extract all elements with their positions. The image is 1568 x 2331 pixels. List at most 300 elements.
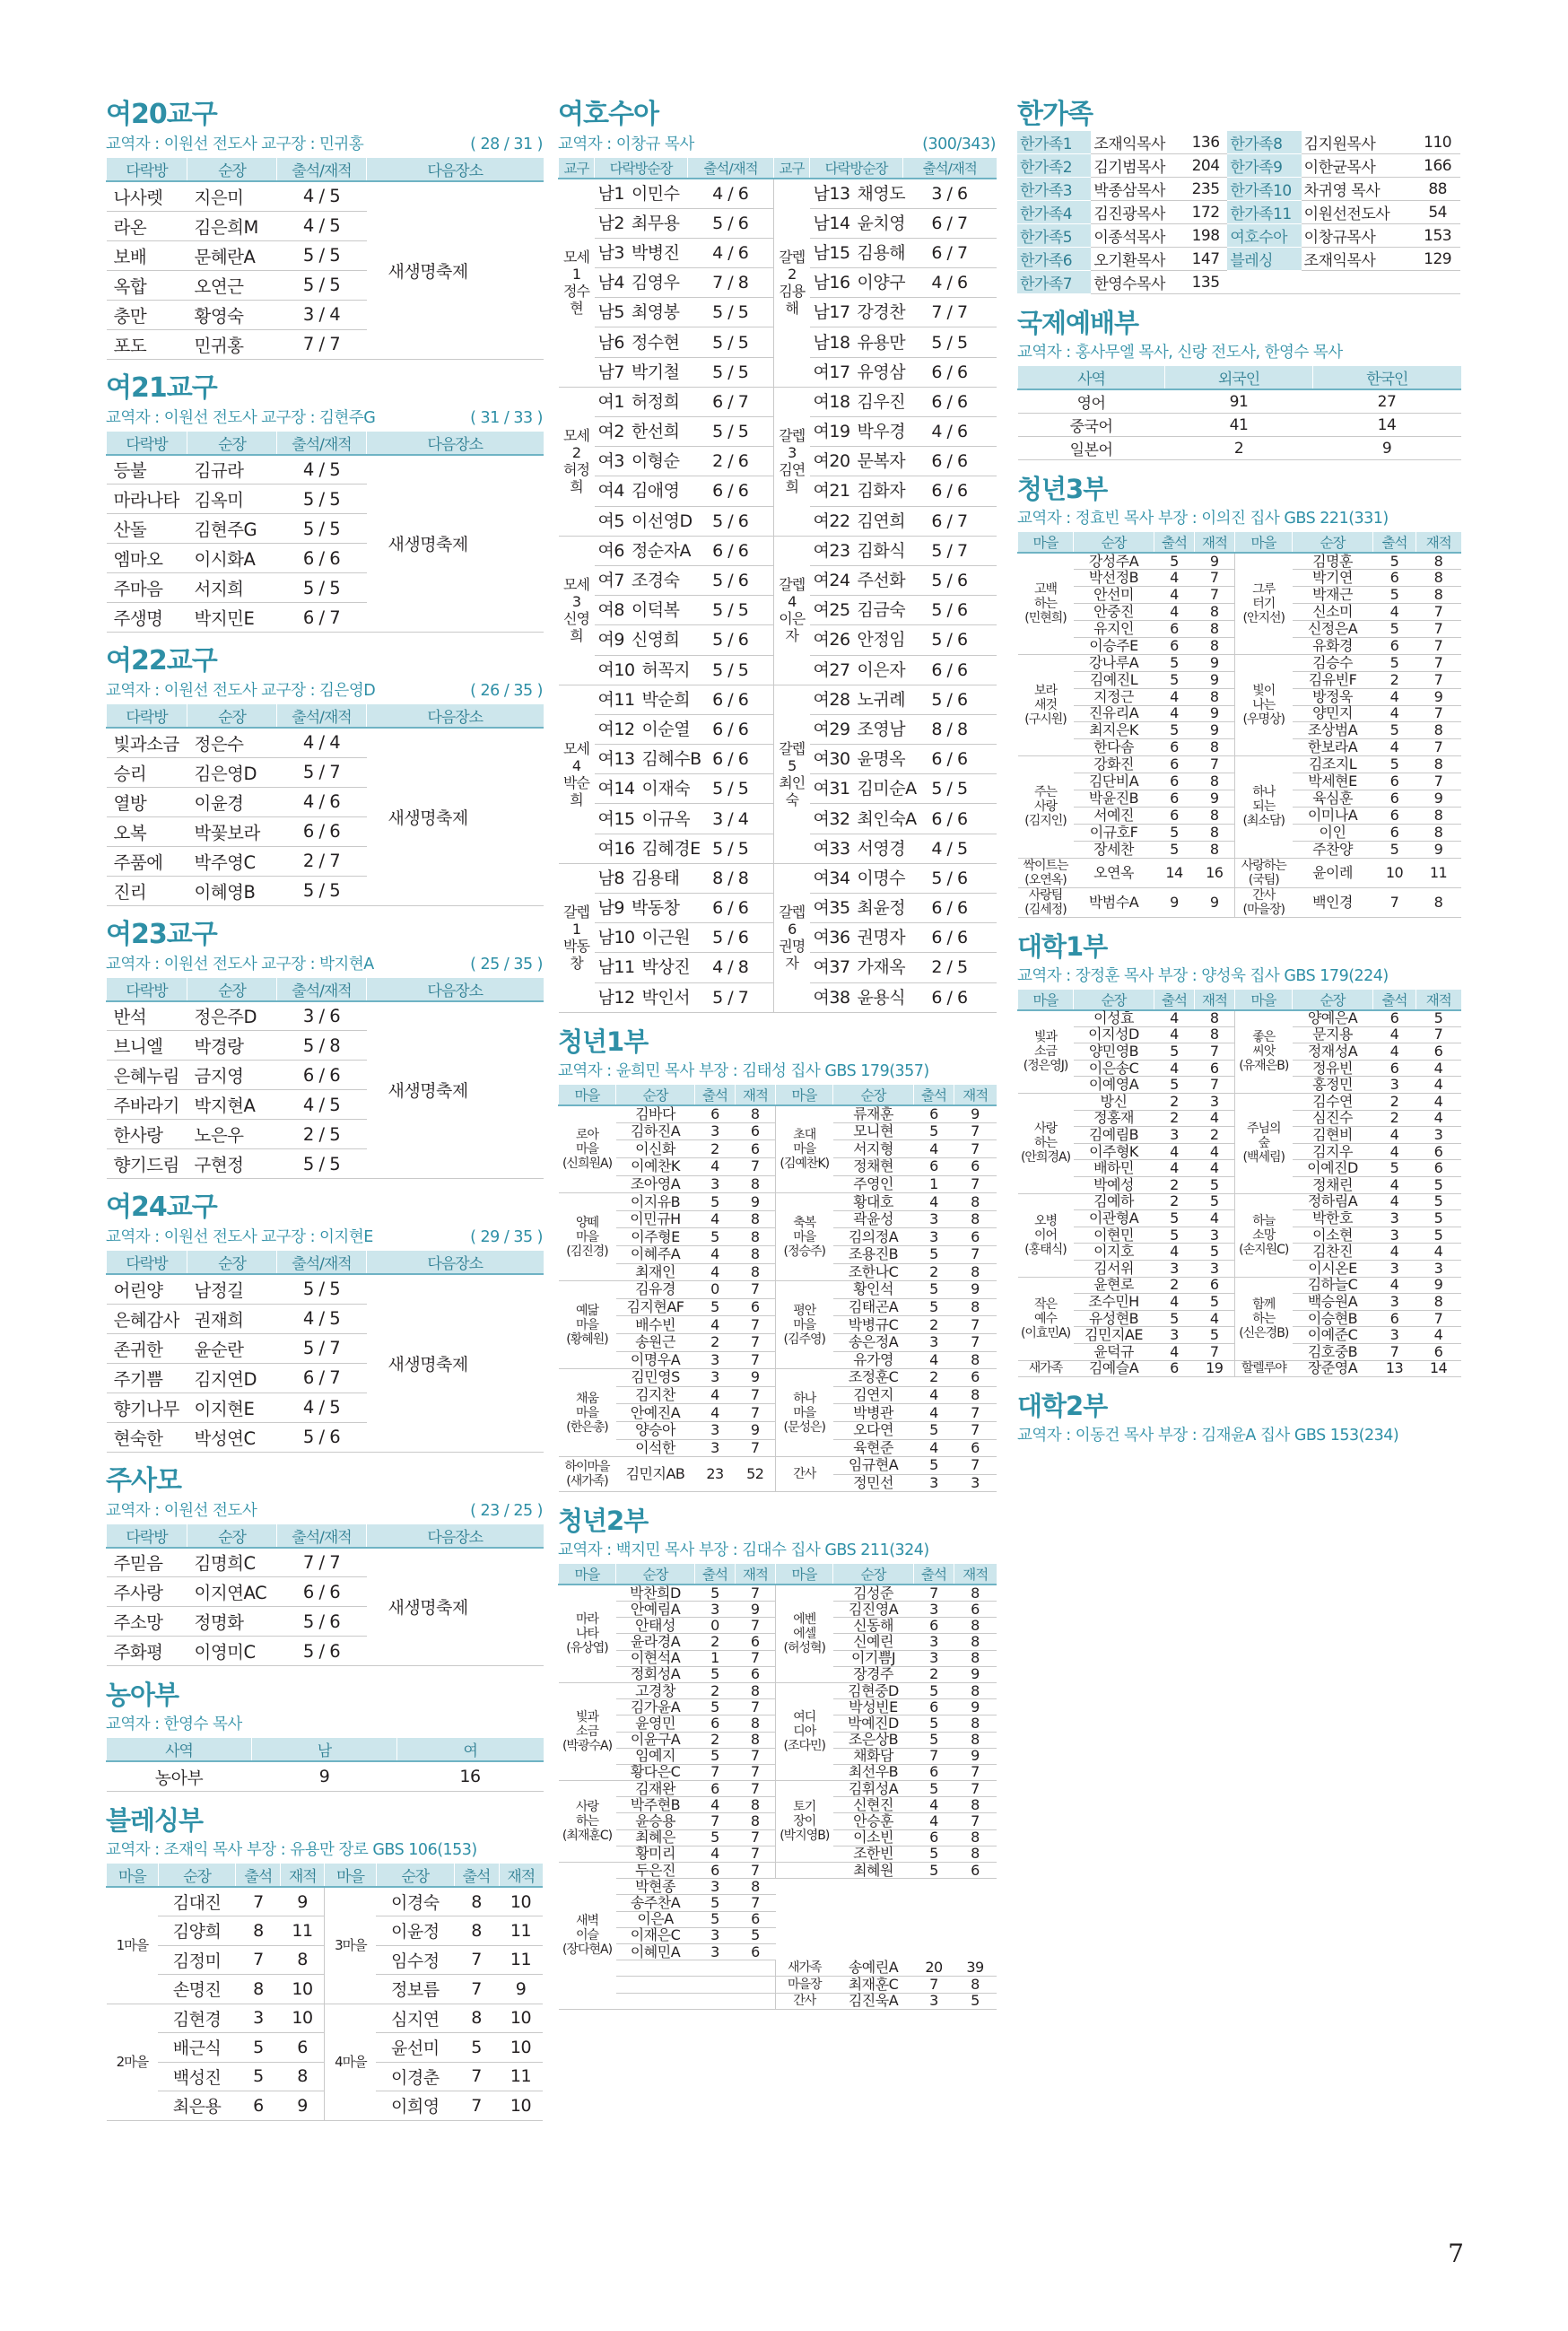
section (106, 1192, 543, 1453)
cell: 11 (499, 1945, 543, 1975)
cell: 5 (695, 1829, 736, 1846)
attendance-cell: 5 / 6 (903, 596, 997, 625)
cell: 배근식 (158, 2033, 236, 2063)
cell: 이지호 (1074, 1244, 1154, 1261)
count-cell: 147 (1184, 248, 1228, 271)
section-leaders (106, 135, 543, 154)
village-cell: 간사 (776, 1457, 833, 1492)
cell: 7 (1416, 739, 1461, 756)
village-cell: 예닮 마을 (황혜원) (559, 1281, 616, 1369)
cell: 양승아 (616, 1421, 695, 1439)
section-title: 대학1부 (1017, 930, 1108, 962)
leader-cell: 박경랑 (187, 1031, 277, 1061)
leader: 가재옥 (857, 957, 906, 978)
cell: 0 (695, 1618, 736, 1634)
column-header: 마을 (1235, 990, 1293, 1010)
cell: 7 (1373, 887, 1416, 917)
leader: 이규옥 (641, 808, 691, 829)
cell: 6 (1416, 1160, 1461, 1177)
cell: 8 (1195, 637, 1235, 654)
table-row (1018, 389, 1461, 414)
code: 여27 (813, 659, 850, 680)
darakbang-cell: 포도 (107, 329, 187, 359)
cell: 이승현B (1293, 1310, 1373, 1327)
leaders-text: 교역자 : 백지민 목사 부장 : 김대수 집사 GBS 211(324) (558, 1541, 929, 1560)
cell: 41 (1165, 414, 1313, 437)
cell: 김유경 (616, 1281, 695, 1299)
cell: 8 (1195, 1026, 1235, 1043)
cell: 6 (914, 1764, 954, 1780)
column-header: 다락방 (107, 978, 187, 1001)
leaders-text: 교역자 : 이원선 전도사 교구장 : 김현주G (106, 408, 376, 427)
attendance-cell: 5 / 5 (688, 655, 774, 685)
pastor-cell: 김지원목사 (1302, 131, 1416, 154)
leader: 문복자 (857, 451, 906, 472)
cell: 3 (1373, 1210, 1416, 1227)
cell: 8 (454, 2004, 499, 2033)
nongah-table (106, 1738, 544, 1792)
column-header: 출석 (1154, 990, 1195, 1010)
code: 여4 (597, 481, 624, 502)
table-row (107, 2004, 544, 2033)
cell: 박예진D (833, 1716, 914, 1732)
cell: 7 (454, 1945, 499, 1975)
cell: 이희영 (376, 2091, 454, 2121)
darakbang-cell (595, 953, 691, 982)
cell: 2 (1154, 1094, 1195, 1111)
cell: 7 (736, 1699, 776, 1716)
leader: 김애영 (631, 481, 680, 502)
darakbang-cell (810, 923, 906, 953)
pastor-cell: 이종석목사 (1091, 224, 1183, 248)
table-row (107, 1274, 544, 1304)
cell: 8 (1195, 841, 1235, 858)
attendance-cell: 5 / 5 (277, 573, 367, 603)
column-header: 마을 (776, 1564, 833, 1585)
table-row (107, 1887, 544, 1916)
cell: 모니현 (833, 1122, 914, 1140)
cell: 이현민 (1074, 1227, 1154, 1244)
darakbang-cell (810, 417, 906, 447)
leader-cell: 이영미C (187, 1637, 277, 1666)
cell: 6 (954, 1228, 997, 1246)
cell: 7 (1195, 1077, 1235, 1094)
next-place-cell: 새생명축제 (367, 728, 544, 905)
cell: 황인석 (833, 1281, 914, 1299)
code: 여38 (813, 987, 850, 1008)
cell: 3 (695, 1421, 736, 1439)
darakbang-cell (810, 238, 906, 267)
cell: 8 (1416, 722, 1461, 739)
cell: 8 (954, 1386, 997, 1404)
cell: 신예린 (833, 1634, 914, 1650)
column-header: 다음장소 (367, 1251, 544, 1274)
leaders-text: 교역자 : 이원선 전도사 (106, 1501, 257, 1520)
section-leaders (106, 1840, 543, 1860)
cell: 5 (1373, 654, 1416, 671)
village-cell: 하늘 소망 (손지원C) (1235, 1193, 1293, 1277)
cell: 8 (954, 1210, 997, 1228)
attendance-cell: 5 / 5 (903, 774, 997, 804)
leaders-text: 교역자 : 이원선 전도사 교구장 : 이지현E (106, 1228, 373, 1246)
leader: 김미순A (857, 779, 917, 799)
cell: 5 (914, 1298, 954, 1316)
leader: 이덕복 (631, 600, 680, 621)
cell: 3 (695, 1927, 736, 1943)
cell: 8 (736, 1797, 776, 1813)
gyogu-cell: 갈렙 3 김연희 (774, 387, 810, 536)
cell: 9 (281, 2091, 325, 2121)
cell: 2 (1154, 1277, 1195, 1294)
cell: 김가윤A (616, 1699, 695, 1716)
attendance-cell: 6 / 6 (688, 685, 774, 714)
pastor-cell: 김기범목사 (1091, 154, 1183, 178)
attendance-cell: 5 / 6 (277, 1422, 367, 1452)
leaders-text: 교역자 : 정효빈 목사 부장 : 이의진 집사 GBS 221(331) (1017, 510, 1389, 528)
darakbang-cell: 빛과소금 (107, 728, 187, 757)
cell: 5 (695, 1585, 736, 1601)
cell: 7 (1416, 1310, 1461, 1327)
cell: 박기연 (1293, 570, 1373, 587)
cell: 5 (1195, 1176, 1235, 1193)
cell: 6 (695, 1863, 736, 1879)
column-header: 출석 (1373, 990, 1416, 1010)
darakbang-cell (595, 506, 693, 536)
cell: 8 (954, 1298, 997, 1316)
cell: 이지유B (616, 1193, 695, 1211)
cell: 8 (236, 1975, 281, 2004)
column-header: 다음장소 (367, 158, 544, 181)
column-header: 출석 (695, 1085, 736, 1105)
cell: 8 (1416, 756, 1461, 773)
column-header: 다락방 (107, 1524, 187, 1548)
column-header: 다락방순장 (810, 158, 903, 179)
cell: 김찬진 (1293, 1244, 1373, 1261)
table-row (559, 863, 997, 893)
cell: 6 (1416, 1343, 1461, 1360)
cell: 이예진D (1293, 1160, 1373, 1177)
leader-cell: 박꽃보라 (187, 816, 277, 846)
group-cell: 한가족1 (1017, 131, 1091, 154)
leader-cell: 이지현E (187, 1392, 277, 1422)
column-header: 다락방 (107, 704, 187, 728)
right-column (1017, 99, 1460, 1458)
cell: 4 (914, 1386, 954, 1404)
cell: 5 (1154, 671, 1195, 688)
village-cell: 좋은 씨앗 (유재은B) (1235, 1010, 1293, 1094)
column-header: 출석 (914, 1564, 954, 1585)
code: 남16 (813, 273, 850, 293)
cell: 조수민H (1074, 1294, 1154, 1311)
cell: 장세찬 (1074, 841, 1154, 858)
cell: 5 (1416, 1193, 1461, 1210)
cell: 6 (914, 1699, 954, 1716)
group-cell: 한가족3 (1017, 178, 1091, 201)
cell: 9 (1416, 841, 1461, 858)
column-header: 순장 (833, 1085, 914, 1105)
village-cell: 채움 마을 (한은총) (559, 1369, 616, 1457)
column-header: 재적 (736, 1564, 776, 1585)
table-row (559, 1993, 997, 2009)
cell (695, 1993, 736, 2009)
cell: 오연옥 (1074, 858, 1154, 887)
darakbang-cell: 향기나무 (107, 1392, 187, 1422)
cell: 5 (1373, 621, 1416, 638)
darakbang-cell (810, 804, 917, 834)
leaders-text: 교역자 : 홍사무엘 목사, 신랑 전도사, 한영수 목사 (1017, 344, 1343, 362)
column-header: 다락방 (107, 1251, 187, 1274)
cell: 6 (236, 2091, 281, 2121)
cell: 4 (1154, 570, 1195, 587)
yeohosua-table (558, 158, 997, 1013)
village-cell: 작은 예수 (이효민A) (1018, 1277, 1074, 1360)
leaders-text: 교역자 : 조재익 목사 부장 : 유용만 장로 GBS 106(153) (106, 1841, 477, 1859)
column-header: 마을 (776, 1085, 833, 1105)
cell: 문지용 (1293, 1026, 1373, 1043)
cell: 5 (454, 2033, 499, 2063)
table-row (1018, 1360, 1461, 1377)
table-row (1017, 248, 1460, 271)
attendance-cell: 3 / 4 (277, 300, 367, 329)
next-place-cell: 새생명축제 (367, 181, 544, 359)
darakbang-cell: 주생명 (107, 603, 187, 633)
cell: 최혜원 (833, 1863, 914, 1879)
cell: 4 (695, 1246, 736, 1264)
code: 남18 (813, 332, 850, 353)
cell: 3 (1154, 1260, 1195, 1277)
cell: 5 (736, 1927, 776, 1943)
cell: 윤영민 (616, 1716, 695, 1732)
cell: 5 (695, 1193, 736, 1211)
cell: 손명진 (158, 1975, 236, 2004)
leader-cell: 박주영C (187, 846, 277, 876)
cell: 7 (954, 1457, 997, 1475)
cell: 김성준 (833, 1585, 914, 1601)
leader: 안정임 (857, 630, 906, 650)
section-title: 대학2부 (1017, 1391, 1108, 1422)
cell: 이미나A (1293, 807, 1373, 824)
code: 여28 (813, 689, 850, 710)
pastor-cell: 김진광목사 (1091, 201, 1183, 224)
cell: 이예준C (1293, 1327, 1373, 1344)
cell: 이기쁨J (833, 1650, 914, 1666)
cell: 5 (695, 1699, 736, 1716)
hangajok-table (1017, 131, 1460, 294)
darakbang-cell (810, 834, 906, 863)
code: 여23 (813, 540, 850, 561)
cell: 중국어 (1018, 414, 1165, 437)
cell: 7 (736, 1404, 776, 1422)
code: 남2 (597, 213, 624, 233)
cell: 김하진A (616, 1122, 695, 1140)
cell: 7 (736, 1281, 776, 1299)
cell: 이지성D (1074, 1026, 1154, 1043)
cell: 8 (954, 1682, 997, 1698)
cell: 장준영A (1293, 1360, 1373, 1377)
column-header: 출석/재적 (688, 158, 774, 179)
cell: 7 (736, 1863, 776, 1879)
darakbang-cell (595, 982, 691, 1012)
leader: 김금숙 (857, 600, 906, 621)
cell: 10 (281, 2004, 325, 2033)
cell: 6 (281, 2033, 325, 2063)
attendance-cell: 5 / 5 (277, 240, 367, 270)
cell: 9 (1313, 437, 1461, 460)
cell: 6 (1373, 790, 1416, 807)
cell: 7 (736, 1585, 776, 1601)
cell: 4 (1373, 1244, 1416, 1261)
cell: 7 (954, 1175, 997, 1193)
column-header: 순장 (187, 704, 277, 728)
cell: 심진수 (1293, 1110, 1373, 1127)
darakbang-cell: 보배 (107, 240, 187, 270)
cell: 7 (736, 1829, 776, 1846)
darakbang-cell (810, 655, 906, 685)
cell: 4 (914, 1404, 954, 1422)
darakbang-cell: 산돌 (107, 514, 187, 544)
cell: 5 (695, 1895, 736, 1911)
table-row (1018, 756, 1461, 773)
column-header: 재적 (1416, 532, 1461, 553)
cell: 7 (695, 1813, 736, 1829)
table-row (559, 1585, 997, 1601)
gyogu-table (106, 1524, 544, 1667)
cell: 황다은C (616, 1764, 695, 1780)
village-table (1017, 532, 1461, 918)
cell: 윤이레 (1293, 858, 1373, 887)
attendance-cell: 3 / 4 (688, 804, 774, 834)
cell: 6 (736, 1666, 776, 1682)
cell: 김예슬A (1074, 1360, 1154, 1377)
leader: 정순자A (631, 540, 692, 561)
village-cell: 3마을 (325, 1887, 377, 2004)
section-leaders (1017, 1426, 1460, 1445)
pastor-cell: 한영수목사 (1091, 271, 1183, 294)
darakbang-cell: 현숙한 (107, 1422, 187, 1452)
village-cell: 양떼 마을 (김진경) (559, 1193, 616, 1281)
cell: 6 (695, 1781, 736, 1797)
cell: 8 (736, 1732, 776, 1748)
code: 여21 (813, 481, 850, 502)
pastor-cell: 이창규목사 (1302, 224, 1416, 248)
cell: 8 (736, 1716, 776, 1732)
cell: 서예진 (1074, 807, 1154, 824)
cell: 주찬양 (1293, 841, 1373, 858)
table-row (559, 1281, 997, 1299)
leader-cell: 노은우 (187, 1120, 277, 1149)
page-number: 7 (1448, 2239, 1464, 2268)
cell: 20 (914, 1960, 954, 1977)
cell: 3 (1416, 1260, 1461, 1277)
table-row (559, 1682, 997, 1698)
darakbang-cell: 옥합 (107, 270, 187, 300)
column-header: 출석/재적 (277, 704, 367, 728)
cell: 백승원A (1293, 1294, 1373, 1311)
leader-cell: 정은주D (187, 1001, 277, 1031)
cell: 3 (914, 1993, 954, 2009)
cell: 4 (1154, 1160, 1195, 1177)
cell: 박성빈E (833, 1699, 914, 1716)
cell: 9 (1195, 790, 1235, 807)
table-row (107, 181, 544, 211)
cell: 강성주A (1074, 553, 1154, 570)
cell: 2 (1154, 1110, 1195, 1127)
column-header: 순장 (187, 978, 277, 1001)
darakbang-cell (810, 268, 906, 298)
leader-cell: 정명화 (187, 1607, 277, 1637)
village-cell: 간사 (776, 1993, 833, 2009)
cell: 23 (695, 1457, 736, 1492)
village-cell: 4마을 (325, 2004, 377, 2120)
cell: 5 (954, 1993, 997, 2009)
section-leaders (106, 955, 543, 974)
cell: 장경주 (833, 1666, 914, 1682)
village-cell: 초대 마을 (김예찬K) (776, 1105, 833, 1193)
code: 남3 (597, 242, 624, 263)
darakbang-cell (595, 238, 688, 267)
leader: 이은자 (857, 659, 906, 680)
section-title: 한가족 (1017, 99, 1093, 130)
column-header: 재적 (1195, 532, 1235, 553)
cell: 8 (736, 1246, 776, 1264)
darakbang-cell: 엠마오 (107, 544, 187, 573)
cell: 2 (695, 1634, 736, 1650)
darakbang-cell (595, 565, 688, 595)
attendance-cell: 6 / 7 (903, 238, 997, 267)
attendance-cell: 5 / 8 (277, 1031, 367, 1061)
table-row (559, 1977, 997, 1993)
table-row (559, 685, 997, 714)
cell: 5 (1373, 722, 1416, 739)
cell: 5 (695, 1228, 736, 1246)
village-cell: 2마을 (107, 2004, 159, 2120)
cell: 8 (1416, 807, 1461, 824)
darakbang-cell (595, 685, 691, 714)
cell: 3 (695, 1943, 736, 1960)
section-title: 청년2부 (558, 1506, 649, 1537)
cell: 진유리A (1074, 705, 1154, 722)
cell: 6 (1154, 807, 1195, 824)
code: 여31 (813, 779, 850, 799)
cell (736, 1993, 776, 2009)
attendance-cell: 6 / 6 (277, 1577, 367, 1607)
section-title: 국제예배부 (1017, 308, 1139, 338)
cell: 7 (736, 1650, 776, 1666)
section (1017, 1390, 1460, 1445)
cell: 5 (695, 1911, 736, 1927)
cell: 이주형E (616, 1228, 695, 1246)
leader-cell: 김은희M (187, 211, 277, 240)
cell: 4 (1195, 1110, 1235, 1127)
code: 남14 (813, 213, 850, 233)
cell: 조상범A (1293, 722, 1373, 739)
cell: 4 (1154, 1244, 1195, 1261)
attendance-cell: 6 / 7 (277, 1363, 367, 1392)
attendance-cell: 5 / 6 (688, 625, 774, 655)
group-cell: 한가족10 (1227, 178, 1301, 201)
cell: 안중진 (1074, 604, 1154, 621)
cell: 8 (1416, 824, 1461, 841)
count-cell: 204 (1184, 154, 1228, 178)
table-row (1017, 154, 1460, 178)
cell: 4 (1195, 1310, 1235, 1327)
cell: 김바다 (616, 1105, 695, 1123)
cell: 유화경 (1293, 637, 1373, 654)
cell: 오다연 (833, 1421, 914, 1439)
cell: 1 (914, 1175, 954, 1193)
column-header: 다음장소 (367, 1524, 544, 1548)
darakbang-cell (810, 745, 906, 774)
